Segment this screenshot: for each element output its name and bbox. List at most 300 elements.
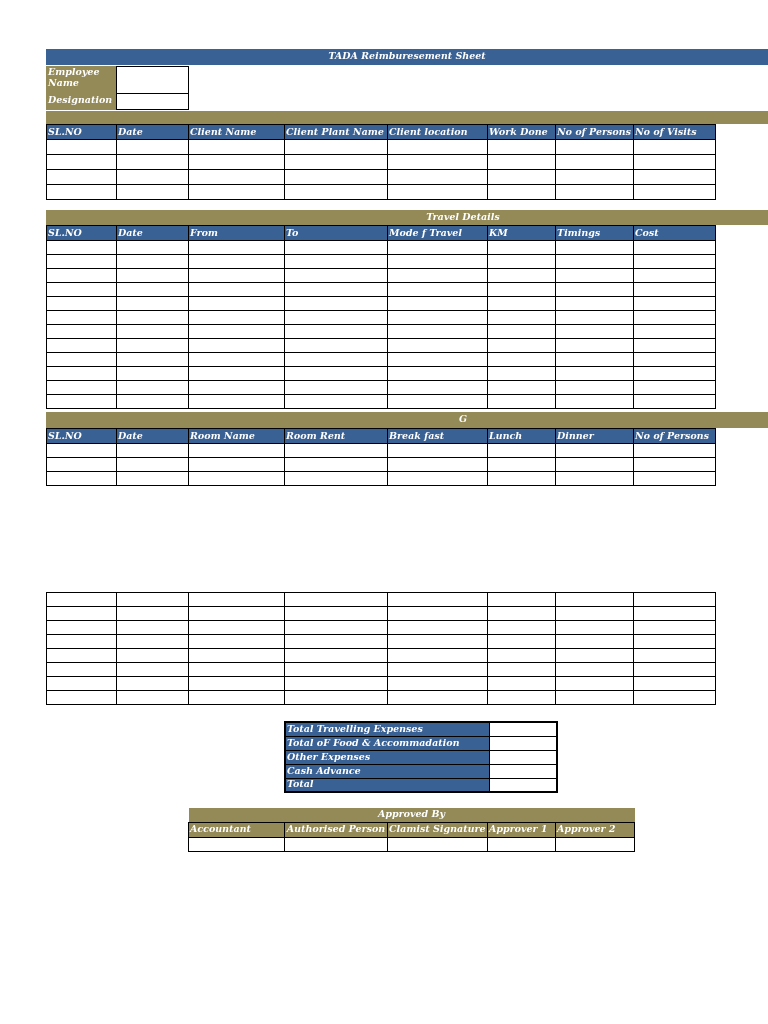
table-row	[47, 155, 716, 170]
table-row	[47, 395, 716, 409]
table-cell[interactable]	[117, 297, 189, 311]
table-cell[interactable]	[634, 635, 716, 649]
table-cell[interactable]	[388, 339, 488, 353]
totals-value-cell[interactable]	[489, 764, 557, 778]
table-cell[interactable]	[634, 155, 716, 170]
table-cell[interactable]	[117, 311, 189, 325]
table-cell[interactable]	[117, 677, 189, 691]
table-cell[interactable]	[117, 140, 189, 155]
table-cell[interactable]	[189, 635, 285, 649]
table-cell[interactable]	[634, 677, 716, 691]
table-cell[interactable]	[117, 170, 189, 185]
table-cell[interactable]	[634, 255, 716, 269]
table-cell[interactable]	[488, 472, 556, 486]
table-cell[interactable]	[47, 621, 117, 635]
table-cell[interactable]	[47, 593, 117, 607]
table-cell[interactable]	[556, 395, 634, 409]
table-cell[interactable]	[189, 155, 285, 170]
table-cell[interactable]	[634, 367, 716, 381]
table-cell[interactable]	[634, 649, 716, 663]
table-cell[interactable]	[285, 241, 388, 255]
table-cell[interactable]	[189, 283, 285, 297]
food-section-band	[46, 412, 768, 428]
table-cell[interactable]	[285, 325, 388, 339]
table-cell[interactable]	[556, 269, 634, 283]
table-cell[interactable]	[634, 241, 716, 255]
table-cell[interactable]	[556, 353, 634, 367]
table-cell[interactable]	[634, 381, 716, 395]
column-header: To	[285, 226, 388, 241]
table-row	[47, 353, 716, 367]
table-cell[interactable]	[634, 185, 716, 200]
table-cell[interactable]	[189, 140, 285, 155]
table-header-row	[189, 822, 635, 837]
column-header: Lunch	[488, 429, 556, 444]
table-cell[interactable]	[388, 607, 488, 621]
column-header: Mode f Travel	[388, 226, 488, 241]
table-cell[interactable]	[634, 593, 716, 607]
table-row	[47, 297, 716, 311]
table-cell[interactable]	[285, 663, 388, 677]
table-cell[interactable]	[634, 353, 716, 367]
table-cell[interactable]	[388, 649, 488, 663]
table-cell[interactable]	[47, 444, 117, 458]
table-cell[interactable]	[488, 395, 556, 409]
table-cell[interactable]	[556, 593, 634, 607]
totals-row	[285, 764, 557, 778]
totals-row	[285, 750, 557, 764]
table-cell[interactable]	[634, 339, 716, 353]
table-cell[interactable]	[47, 269, 117, 283]
table-cell[interactable]	[189, 593, 285, 607]
table-cell[interactable]	[634, 325, 716, 339]
table-cell[interactable]	[488, 170, 556, 185]
table-cell[interactable]	[117, 269, 189, 283]
table-cell[interactable]	[47, 140, 117, 155]
table-cell[interactable]	[488, 607, 556, 621]
table-cell[interactable]	[189, 607, 285, 621]
table-cell[interactable]	[285, 607, 388, 621]
table-cell[interactable]	[556, 255, 634, 269]
table-cell[interactable]	[388, 691, 488, 705]
table-cell[interactable]	[47, 311, 117, 325]
table-cell[interactable]	[556, 140, 634, 155]
table-cell[interactable]	[47, 381, 117, 395]
table-cell[interactable]	[388, 325, 488, 339]
table-cell[interactable]	[388, 241, 488, 255]
table-cell[interactable]	[556, 297, 634, 311]
column-header: Timings	[556, 226, 634, 241]
column-header: No of Persons	[634, 429, 716, 444]
table-cell[interactable]	[634, 691, 716, 705]
table-cell[interactable]	[556, 621, 634, 635]
table-cell[interactable]	[556, 635, 634, 649]
table-cell[interactable]	[388, 367, 488, 381]
table-cell[interactable]	[285, 255, 388, 269]
other-expenses-table	[46, 592, 716, 705]
table-cell[interactable]	[634, 444, 716, 458]
table-cell[interactable]	[634, 607, 716, 621]
olive-divider	[46, 111, 768, 124]
table-cell[interactable]	[388, 635, 488, 649]
table-cell[interactable]	[556, 325, 634, 339]
table-cell[interactable]	[285, 472, 388, 486]
table-cell[interactable]	[189, 472, 285, 486]
client-visits-table	[46, 124, 716, 200]
table-cell[interactable]	[47, 458, 117, 472]
travel-details-table	[46, 225, 716, 409]
table-cell[interactable]	[117, 353, 189, 367]
table-cell[interactable]	[285, 649, 388, 663]
column-header: Accountant	[189, 822, 285, 837]
table-cell[interactable]	[117, 241, 189, 255]
table-cell[interactable]	[634, 297, 716, 311]
table-cell[interactable]	[47, 185, 117, 200]
table-cell[interactable]	[47, 607, 117, 621]
table-cell[interactable]	[388, 283, 488, 297]
table-cell[interactable]	[488, 339, 556, 353]
table-cell[interactable]	[488, 663, 556, 677]
table-cell[interactable]	[388, 593, 488, 607]
employee-name-field[interactable]	[116, 66, 189, 94]
table-cell[interactable]	[388, 255, 488, 269]
table-cell[interactable]	[189, 395, 285, 409]
table-row	[47, 241, 716, 255]
table-cell[interactable]	[388, 269, 488, 283]
table-row	[47, 472, 716, 486]
column-header: Cost	[634, 226, 716, 241]
approval-title-row	[189, 808, 635, 822]
table-row	[47, 255, 716, 269]
table-cell[interactable]	[285, 677, 388, 691]
table-cell[interactable]	[117, 607, 189, 621]
table-cell[interactable]	[634, 663, 716, 677]
table-cell[interactable]	[285, 635, 388, 649]
table-cell[interactable]	[488, 621, 556, 635]
column-header: Room Name	[189, 429, 285, 444]
table-cell[interactable]	[189, 170, 285, 185]
table-cell[interactable]	[634, 621, 716, 635]
table-cell[interactable]	[189, 381, 285, 395]
table-cell[interactable]	[117, 381, 189, 395]
column-header: No of Persons	[556, 125, 634, 140]
table-row	[47, 367, 716, 381]
totals-label: Cash Advance	[285, 764, 489, 778]
table-cell[interactable]	[556, 663, 634, 677]
table-cell[interactable]	[556, 444, 634, 458]
table-cell[interactable]	[189, 325, 285, 339]
table-cell[interactable]	[285, 155, 388, 170]
column-header: Date	[117, 125, 189, 140]
table-cell[interactable]	[488, 140, 556, 155]
totals-value-cell[interactable]	[489, 778, 557, 792]
table-cell[interactable]	[488, 635, 556, 649]
table-cell[interactable]	[556, 458, 634, 472]
table-cell[interactable]	[634, 283, 716, 297]
travel-details-title: Travel Details	[426, 212, 500, 223]
table-cell[interactable]	[189, 458, 285, 472]
table-cell[interactable]	[47, 283, 117, 297]
table-cell[interactable]	[285, 339, 388, 353]
table-cell[interactable]	[285, 367, 388, 381]
table-cell[interactable]	[47, 472, 117, 486]
table-cell[interactable]	[189, 677, 285, 691]
column-header: Client Plant Name	[285, 125, 388, 140]
table-cell[interactable]	[117, 325, 189, 339]
table-cell[interactable]	[488, 311, 556, 325]
table-cell[interactable]	[285, 297, 388, 311]
table-cell[interactable]	[556, 607, 634, 621]
signature-cell[interactable]	[189, 837, 285, 851]
table-cell[interactable]	[388, 140, 488, 155]
table-cell[interactable]	[47, 255, 117, 269]
table-cell[interactable]	[556, 691, 634, 705]
table-cell[interactable]	[117, 635, 189, 649]
designation-label: Designation	[46, 94, 117, 110]
table-cell[interactable]	[556, 283, 634, 297]
table-cell[interactable]	[488, 593, 556, 607]
column-header: Client location	[388, 125, 488, 140]
table-cell[interactable]	[488, 353, 556, 367]
table-cell[interactable]	[488, 155, 556, 170]
employee-name-label: Employee Name	[46, 66, 117, 94]
table-cell[interactable]	[556, 472, 634, 486]
table-cell[interactable]	[47, 339, 117, 353]
signature-cell[interactable]	[388, 837, 488, 851]
table-cell[interactable]	[556, 170, 634, 185]
table-cell[interactable]	[189, 311, 285, 325]
signature-cell[interactable]	[488, 837, 556, 851]
column-header: No of Visits	[634, 125, 716, 140]
totals-row	[285, 778, 557, 792]
table-cell[interactable]	[488, 691, 556, 705]
table-cell[interactable]	[117, 367, 189, 381]
table-cell[interactable]	[488, 649, 556, 663]
table-cell[interactable]	[634, 311, 716, 325]
table-cell[interactable]	[488, 269, 556, 283]
table-cell[interactable]	[488, 325, 556, 339]
table-cell[interactable]	[117, 155, 189, 170]
table-cell[interactable]	[388, 458, 488, 472]
table-cell[interactable]	[285, 353, 388, 367]
table-cell[interactable]	[285, 381, 388, 395]
table-cell[interactable]	[388, 381, 488, 395]
signature-row	[189, 837, 635, 851]
table-cell[interactable]	[488, 297, 556, 311]
table-cell[interactable]	[388, 185, 488, 200]
table-cell[interactable]	[556, 185, 634, 200]
table-row	[47, 635, 716, 649]
table-cell[interactable]	[117, 593, 189, 607]
table-cell[interactable]	[556, 381, 634, 395]
table-cell[interactable]	[634, 395, 716, 409]
table-row	[47, 339, 716, 353]
table-cell[interactable]	[47, 663, 117, 677]
table-cell[interactable]	[47, 367, 117, 381]
table-cell[interactable]	[388, 155, 488, 170]
table-cell[interactable]	[634, 472, 716, 486]
table-cell[interactable]	[285, 311, 388, 325]
totals-label: Total Travelling Expenses	[285, 722, 489, 736]
table-cell[interactable]	[556, 649, 634, 663]
table-cell[interactable]	[556, 339, 634, 353]
totals-value-cell[interactable]	[489, 750, 557, 764]
totals-value-cell[interactable]	[489, 722, 557, 736]
table-header-row	[47, 226, 716, 241]
totals-label: Total	[285, 778, 489, 792]
table-cell[interactable]	[388, 311, 488, 325]
table-cell[interactable]	[285, 170, 388, 185]
table-cell[interactable]	[189, 255, 285, 269]
table-row	[47, 677, 716, 691]
table-cell[interactable]	[285, 269, 388, 283]
totals-table	[284, 721, 558, 793]
table-cell[interactable]	[47, 155, 117, 170]
totals-label: Total oF Food & Accommadation	[285, 736, 489, 750]
table-cell[interactable]	[189, 649, 285, 663]
table-cell[interactable]	[556, 155, 634, 170]
table-cell[interactable]	[47, 677, 117, 691]
column-header: Approver 2	[556, 822, 635, 837]
table-cell[interactable]	[488, 444, 556, 458]
table-cell[interactable]	[388, 353, 488, 367]
table-cell[interactable]	[388, 297, 488, 311]
column-header: Date	[117, 429, 189, 444]
table-cell[interactable]	[189, 621, 285, 635]
totals-row	[285, 722, 557, 736]
table-cell[interactable]	[117, 458, 189, 472]
table-cell[interactable]	[117, 185, 189, 200]
table-cell[interactable]	[285, 185, 388, 200]
table-row	[47, 691, 716, 705]
table-cell[interactable]	[47, 241, 117, 255]
table-cell[interactable]	[556, 241, 634, 255]
table-cell[interactable]	[388, 444, 488, 458]
table-header-row	[47, 125, 716, 140]
column-header: From	[189, 226, 285, 241]
table-cell[interactable]	[189, 691, 285, 705]
table-cell[interactable]	[388, 621, 488, 635]
table-cell[interactable]	[189, 353, 285, 367]
table-cell[interactable]	[634, 458, 716, 472]
totals-label: Other Expenses	[285, 750, 489, 764]
table-cell[interactable]	[285, 691, 388, 705]
table-cell[interactable]	[117, 339, 189, 353]
table-cell[interactable]	[189, 444, 285, 458]
designation-field[interactable]	[116, 93, 189, 110]
table-cell[interactable]	[556, 367, 634, 381]
table-cell[interactable]	[488, 367, 556, 381]
table-cell[interactable]	[285, 444, 388, 458]
table-cell[interactable]	[285, 593, 388, 607]
table-cell[interactable]	[47, 649, 117, 663]
food-section-title: G	[458, 414, 468, 425]
table-cell[interactable]	[117, 472, 189, 486]
signature-cell[interactable]	[285, 837, 388, 851]
food-accommodation-table	[46, 428, 716, 486]
table-cell[interactable]	[189, 297, 285, 311]
table-cell[interactable]	[285, 395, 388, 409]
table-cell[interactable]	[189, 367, 285, 381]
table-cell[interactable]	[488, 283, 556, 297]
column-header: Clamist Signature	[389, 824, 486, 835]
column-header: Client Name	[189, 125, 285, 140]
table-cell[interactable]	[117, 649, 189, 663]
table-row	[47, 311, 716, 325]
table-cell[interactable]	[285, 283, 388, 297]
table-row	[47, 283, 716, 297]
table-cell[interactable]	[47, 297, 117, 311]
column-header: SL.NO	[47, 226, 117, 241]
column-header: Authorised Person	[285, 822, 388, 837]
column-header: Break fast	[388, 429, 488, 444]
table-cell[interactable]	[634, 140, 716, 155]
totals-value-cell[interactable]	[489, 736, 557, 750]
table-cell[interactable]	[556, 677, 634, 691]
table-cell[interactable]	[47, 353, 117, 367]
table-cell[interactable]	[117, 444, 189, 458]
table-cell[interactable]	[47, 691, 117, 705]
column-header: KM	[488, 226, 556, 241]
signature-cell[interactable]	[556, 837, 635, 851]
table-cell[interactable]	[285, 621, 388, 635]
table-cell[interactable]	[488, 677, 556, 691]
table-cell[interactable]	[117, 621, 189, 635]
table-cell[interactable]	[189, 241, 285, 255]
table-cell[interactable]	[47, 325, 117, 339]
table-cell[interactable]	[117, 255, 189, 269]
totals-row	[285, 736, 557, 750]
table-cell[interactable]	[47, 635, 117, 649]
table-cell[interactable]	[285, 140, 388, 155]
sheet-title: TADA Reimburesement Sheet	[46, 49, 768, 65]
table-cell[interactable]	[47, 170, 117, 185]
table-row	[47, 458, 716, 472]
table-cell[interactable]	[388, 677, 488, 691]
table-cell[interactable]	[388, 170, 488, 185]
table-row	[47, 185, 716, 200]
table-row	[47, 269, 716, 283]
table-cell[interactable]	[488, 185, 556, 200]
table-cell[interactable]	[634, 269, 716, 283]
table-row	[47, 325, 716, 339]
table-cell[interactable]	[189, 269, 285, 283]
table-cell[interactable]	[117, 691, 189, 705]
table-cell[interactable]	[488, 255, 556, 269]
table-cell[interactable]	[189, 663, 285, 677]
table-cell[interactable]	[634, 170, 716, 185]
table-cell[interactable]	[285, 458, 388, 472]
table-cell[interactable]	[488, 381, 556, 395]
table-cell[interactable]	[488, 241, 556, 255]
table-cell[interactable]	[388, 472, 488, 486]
table-cell[interactable]	[388, 663, 488, 677]
table-cell[interactable]	[117, 283, 189, 297]
column-header: Date	[117, 226, 189, 241]
column-header: SL.NO	[47, 125, 117, 140]
table-cell[interactable]	[556, 311, 634, 325]
table-cell[interactable]	[488, 458, 556, 472]
table-row	[47, 593, 716, 607]
table-row	[47, 444, 716, 458]
table-cell[interactable]	[117, 663, 189, 677]
table-cell[interactable]	[47, 395, 117, 409]
table-cell[interactable]	[117, 395, 189, 409]
table-cell[interactable]	[189, 339, 285, 353]
table-cell[interactable]	[189, 185, 285, 200]
table-cell[interactable]	[388, 395, 488, 409]
table-row	[47, 649, 716, 663]
